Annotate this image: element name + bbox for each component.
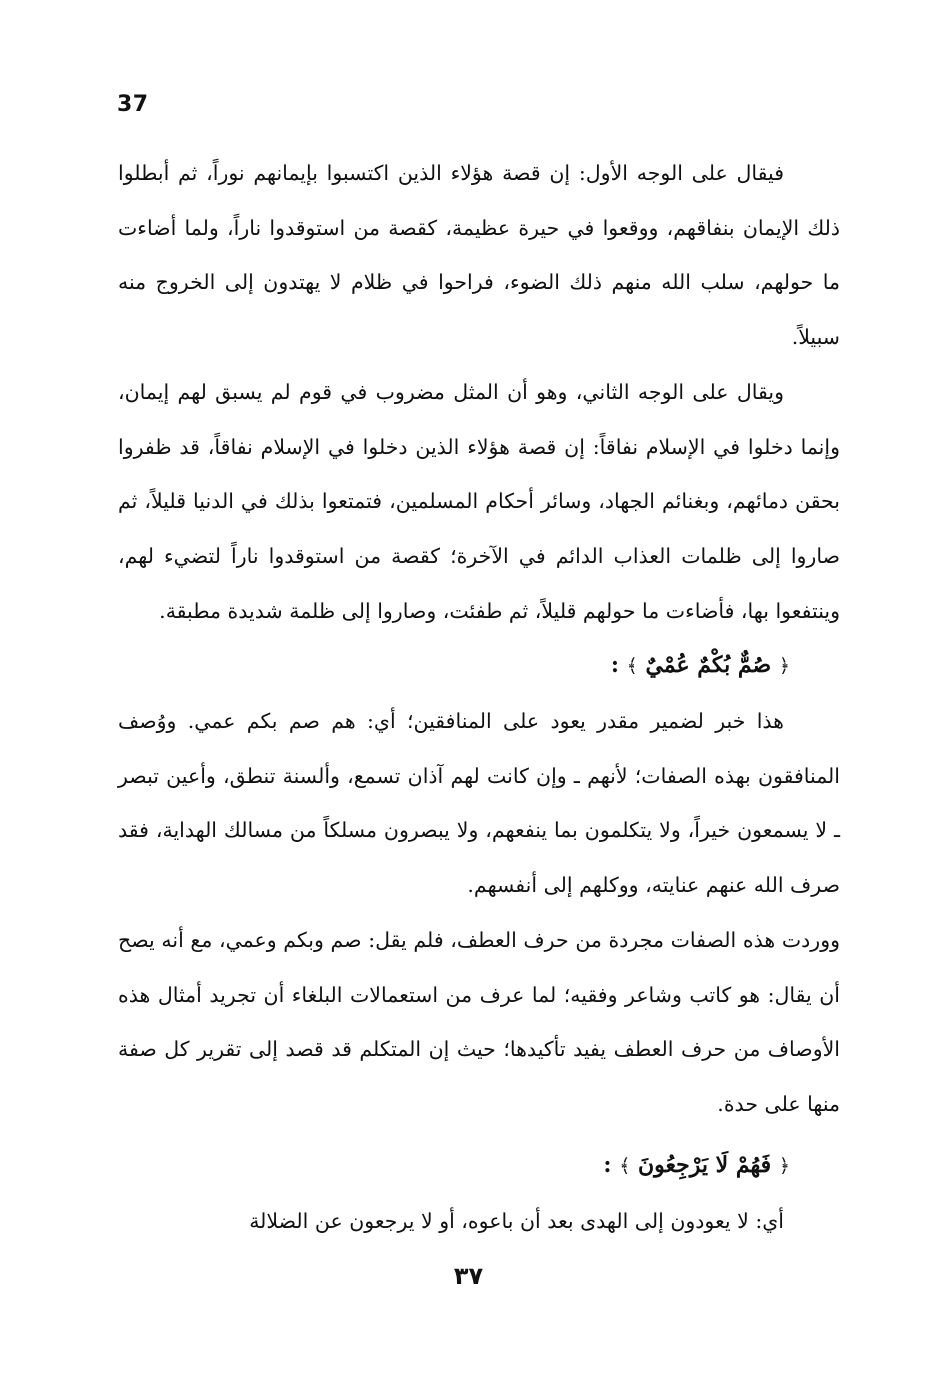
text-block-1 — [118, 146, 840, 1132]
paragraph-3: هذا خبر لضمير مقدر يعود على المنافقين؛ أي: هم صم بكم عمي. ووُصف المنافقون بهذه الصفات؛ لأنهم ـ وإن كانت لهم آذان تسمع، وألسنة تنطق، وأعين تبصر ـ لا يسمعون خيراً، ولا يتكلمون بما ينفعهم، ولا يبصرون مسلكاً من مسالك الهداية، فقد صرف الله عنهم عنايته، ووكلهم إلى أنفسهم. — [118, 709, 840, 898]
verse-colon: : — [610, 652, 619, 679]
page-number-top: 37 — [117, 92, 149, 117]
paragraph-5: أي: لا يعودون إلى الهدى بعد أن باعوه، أو لا يرجعون عن الضلالة — [249, 1208, 784, 1233]
verse-close-bracket: ﴾ — [619, 1155, 631, 1177]
verse-text: صُمٌّ بُكْمٌ عُمْيٌ — [645, 652, 772, 679]
paragraph-4: ووردت هذه الصفات مجردة من حرف العطف، فلم يقل: صم وبكم وعمي، مع أنه يصح أن يقال: هو كاتب وشاعر وفقيه؛ لما عرف من استعمالات البلغاء أن تجريد أمثال هذه الأوصاف من حرف العطف يفيد تأكيدها؛ حيث إن المتكلم قد قصد إلى تقرير كل صفة منها على حدة. — [118, 927, 840, 1116]
verse-heading-1 — [118, 638, 840, 694]
text-block-2 — [118, 1138, 840, 1248]
paragraph-1: فيقال على الوجه الأول: إن قصة هؤلاء الذين اكتسبوا بإيمانهم نوراً، ثم أبطلوا ذلك الإيمان بنفاقهم، ووقعوا في حيرة عظيمة، كقصة من استوقدوا ناراً، ولما أضاءت ما حولهم، سلب الله منهم ذلك الضوء، فراحوا في ظلام لا يهتدون إلى الخروج منه سبيلاً. — [118, 161, 840, 350]
paragraph-2: ويقال على الوجه الثاني، وهو أن المثل مضروب في قوم لم يسبق لهم إيمان، وإنما دخلوا في الإسلام نفاقاً: إن قصة هؤلاء الذين دخلوا في الإسلام نفاقاً، قد ظفروا بحقن دمائهم، وبغنائم الجهاد، وسائر أحكام المسلمين، فتمتعوا بذلك في الدنيا قليلاً، ثم صاروا إلى ظلمات العذاب الدائم في الآخرة؛ كقصة من استوقدوا ناراً لتضيء لهم، وينتفعوا بها، فأضاءت ما حولهم قليلاً، ثم طفئت، وصاروا إلى ظلمة شديدة مطبقة. — [118, 379, 840, 623]
page-number-bottom: ٣٧ — [453, 1262, 484, 1290]
verse-text: فَهُمْ لَا يَرْجِعُونَ — [638, 1152, 772, 1178]
verse-open-bracket: ﴿ — [778, 1155, 790, 1177]
verse-open-bracket: ﴿ — [778, 655, 790, 678]
verse-close-bracket: ﴾ — [626, 655, 638, 678]
verse-colon: : — [603, 1152, 612, 1178]
verse-heading-2 — [118, 1138, 840, 1194]
